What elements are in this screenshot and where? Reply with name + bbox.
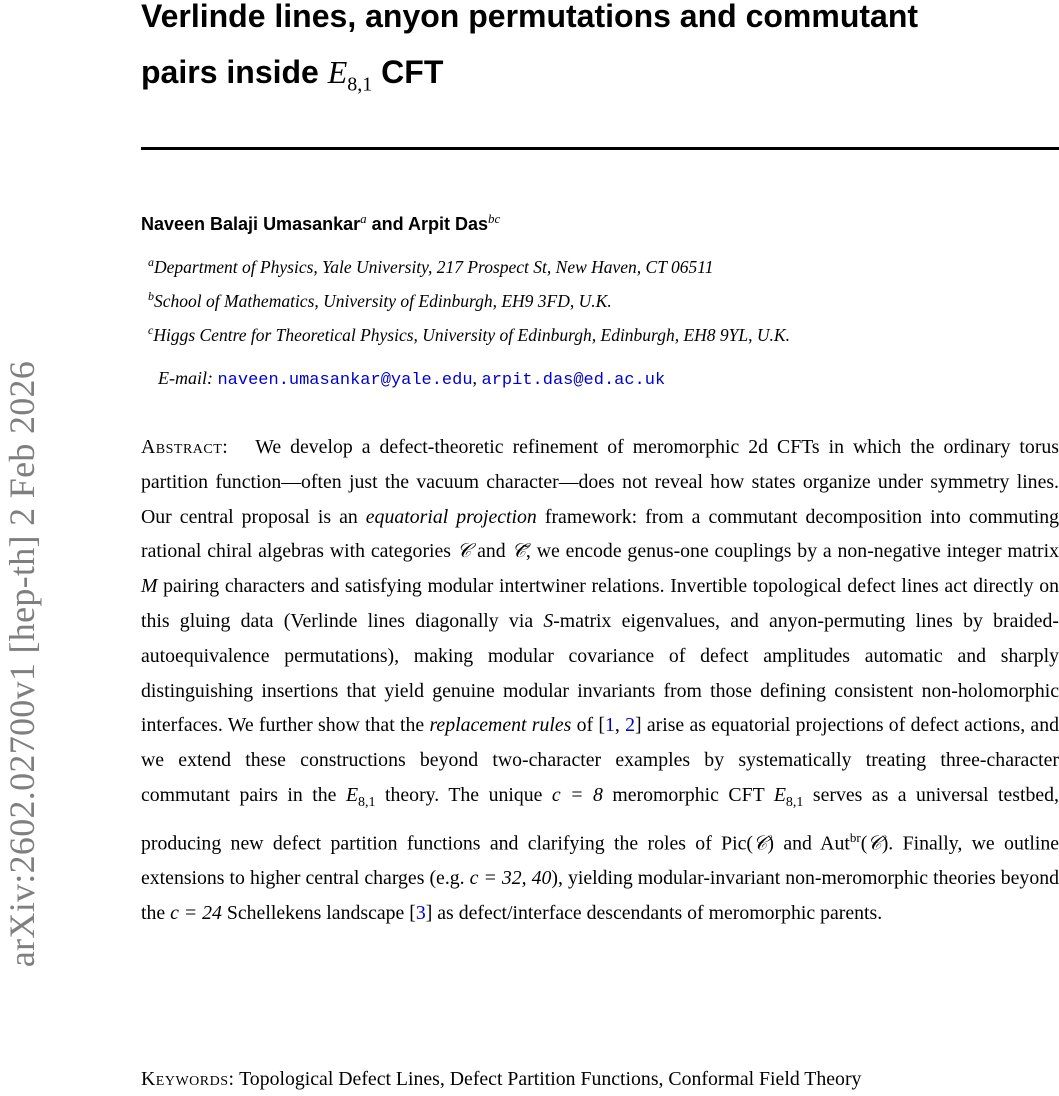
author-conjunction: and bbox=[366, 214, 408, 234]
citation-3[interactable]: 3 bbox=[415, 901, 426, 924]
keywords-text: Topological Defect Lines, Defect Partition Functions, Conformal Field Theory bbox=[239, 1068, 862, 1090]
title-rule bbox=[141, 147, 1059, 150]
abstract: Abstract: We develop a defect-theoretic refinement of meromorphic 2d CFTs in which the ordinary torus partition function—often just the vacuum character—does not reveal how states organize under symmetry lines. Our central proposal is an equatorial projection framework: from a commutant decomposition into commuting rational chiral algebras with categories 𝒞 and 𝒞̃, we encode genus-one couplings by a non-negative integer matrix M pairing characters and satisfying modular intertwiner relations. Invertible topological defect lines act directly on this gluing data (Verlinde lines diagonally via S-matrix eigenvalues, and anyon-permuting lines by braided-autoequivalence permutations), making modular covariance of defect amplitudes automatic and sharply distinguishing insertions that yield genuine modular invariants from those defining consistent non-holomorphic interfaces. We further show that the replacement rules of [1, 2] arise as equatorial projections of defect actions, and we extend these constructions beyond two-character examples by systematically treating three-character commutant pairs in the $E_{8,1}$ theory. The unique c = 8 meromorphic CFT $E_{8,1}$ serves as a universal testbed, producing new defect partition functions and clarifying the roles of Pic(𝒞) and Aut$^{br}$(𝒞). Finally, we outline extensions to higher central charges (e.g. c = 32, 40), yielding modular-invariant non-meromorphic theories beyond the c = 24 Schellekens landscape [3] as defect/interface descendants of meromorphic parents. bbox=[141, 436, 1059, 924]
author-1: Naveen Balaji Umasankar bbox=[141, 214, 361, 234]
citation-1[interactable]: 1 bbox=[604, 714, 615, 737]
email-separator: , bbox=[472, 368, 482, 388]
affiliation-c: $^c$Higgs Centre for Theoretical Physics, University of Edinburgh, Edinburgh, EH8 9YL, U.K. bbox=[148, 323, 790, 345]
title-math: $E_{8,1}$ bbox=[327, 54, 373, 96]
affiliation-b: $^b$School of Mathematics, University of Edinburgh, EH9 3FD, U.K. bbox=[148, 289, 612, 311]
title-line-1: Verlinde lines, anyon permutations and commutant bbox=[141, 0, 919, 34]
email-label: E-mail: bbox=[158, 368, 213, 388]
citation-2[interactable]: 2 bbox=[625, 714, 635, 737]
author-2: Arpit Das bbox=[407, 214, 488, 234]
email-line bbox=[158, 366, 665, 393]
arxiv-identifier: arXiv:2602.02700v1 [hep-th] 2 Feb 2026 bbox=[2, 360, 42, 968]
keywords bbox=[141, 1062, 1059, 1096]
author-2-affil-mark: bc bbox=[487, 211, 501, 226]
emph-equatorial-projection: equatorial projection bbox=[365, 505, 537, 528]
abstract-label: Abstract: bbox=[141, 436, 229, 458]
keywords-label: Keywords: bbox=[141, 1068, 235, 1090]
author-list bbox=[141, 206, 500, 237]
title-line-2-suffix: CFT bbox=[372, 54, 444, 90]
arxiv-sidebar bbox=[0, 0, 44, 1092]
emph-replacement-rules: replacement rules bbox=[429, 714, 572, 737]
paper-title bbox=[141, 0, 1059, 112]
affiliation-a: $^a$Department of Physics, Yale University, 217 Prospect St, New Haven, CT 06511 bbox=[148, 255, 714, 277]
email-link-2[interactable]: arpit.das@ed.ac.uk bbox=[481, 371, 666, 390]
email-link-1[interactable]: naveen.umasankar@yale.edu bbox=[217, 371, 473, 390]
title-line-2-prefix: pairs inside bbox=[141, 54, 328, 90]
author-1-affil-mark: a bbox=[360, 211, 367, 226]
